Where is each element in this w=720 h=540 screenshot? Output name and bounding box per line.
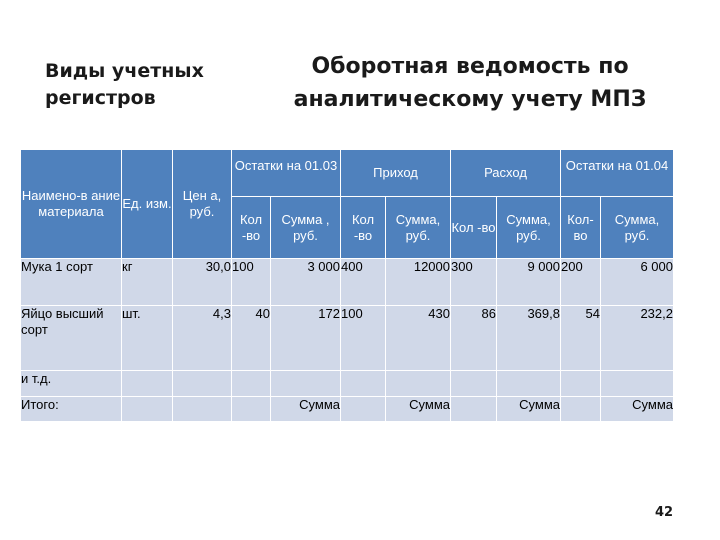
cell-price [173, 397, 232, 422]
turnover-statement-table [20, 149, 674, 422]
cell-income-qty: 100 [341, 306, 386, 371]
cell-unit [122, 371, 173, 397]
header-income-qty: Кол -во [341, 197, 386, 259]
header-row-1 [21, 150, 674, 197]
cell-close-qty [561, 397, 601, 422]
cell-close-sum [601, 371, 674, 397]
table-row [21, 306, 674, 371]
cell-open-qty [232, 397, 271, 422]
cell-income-qty: 400 [341, 259, 386, 306]
cell-income-qty [341, 397, 386, 422]
header-income-sum: Сумма, руб. [386, 197, 451, 259]
cell-open-sum: 3 000 [271, 259, 341, 306]
cell-expense-qty [451, 397, 497, 422]
cell-unit [122, 397, 173, 422]
cell-income-sum: 430 [386, 306, 451, 371]
cell-open-sum [271, 371, 341, 397]
header-open-qty: Кол -во [232, 197, 271, 259]
cell-close-qty: 54 [561, 306, 601, 371]
cell-expense-sum-total: Сумма [497, 397, 561, 422]
header-close-sum: Сумма, руб. [601, 197, 674, 259]
header-unit: Ед. изм. [122, 150, 173, 259]
cell-close-sum: 232,2 [601, 306, 674, 371]
cell-income-sum-total: Сумма [386, 397, 451, 422]
page-title: Оборотная ведомость по аналитическому учету МПЗ [293, 54, 647, 112]
cell-unit: шт. [122, 306, 173, 371]
cell-material: Яйцо высший сорт [21, 306, 122, 371]
cell-open-sum: 172 [271, 306, 341, 371]
header-close-qty: Кол- во [561, 197, 601, 259]
header-material-name: Наимено-в ание материала [21, 150, 122, 259]
cell-close-sum: 6 000 [601, 259, 674, 306]
table-row [21, 371, 674, 397]
header-expense: Расход [451, 150, 561, 197]
cell-expense-sum: 369,8 [497, 306, 561, 371]
header-expense-sum: Сумма, руб. [497, 197, 561, 259]
cell-open-qty: 40 [232, 306, 271, 371]
cell-expense-sum [497, 371, 561, 397]
cell-income-qty [341, 371, 386, 397]
cell-material: и т.д. [21, 371, 122, 397]
total-row [21, 397, 674, 422]
cell-income-sum [386, 371, 451, 397]
cell-income-sum: 12000 [386, 259, 451, 306]
cell-total-label: Итого: [21, 397, 122, 422]
cell-close-qty: 200 [561, 259, 601, 306]
header-open-sum: Сумма , руб. [271, 197, 341, 259]
cell-unit: кг [122, 259, 173, 306]
cell-close-qty [561, 371, 601, 397]
section-title: Виды учетных регистров [45, 60, 204, 109]
header-income: Приход [341, 150, 451, 197]
cell-close-sum-total: Сумма [601, 397, 674, 422]
header-opening-balance: Остатки на 01.03 [232, 150, 341, 197]
cell-expense-sum: 9 000 [497, 259, 561, 306]
cell-price: 30,0 [173, 259, 232, 306]
cell-material: Мука 1 сорт [21, 259, 122, 306]
header-expense-qty: Кол -во [451, 197, 497, 259]
header-closing-balance: Остатки на 01.04 [561, 150, 674, 197]
cell-expense-qty: 300 [451, 259, 497, 306]
table-row [21, 259, 674, 306]
cell-price: 4,3 [173, 306, 232, 371]
cell-open-sum-total: Сумма [271, 397, 341, 422]
cell-price [173, 371, 232, 397]
header-price: Цен а, руб. [173, 150, 232, 259]
cell-expense-qty [451, 371, 497, 397]
cell-expense-qty: 86 [451, 306, 497, 371]
cell-open-qty: 100 [232, 259, 271, 306]
cell-open-qty [232, 371, 271, 397]
page-number: 42 [655, 505, 674, 520]
